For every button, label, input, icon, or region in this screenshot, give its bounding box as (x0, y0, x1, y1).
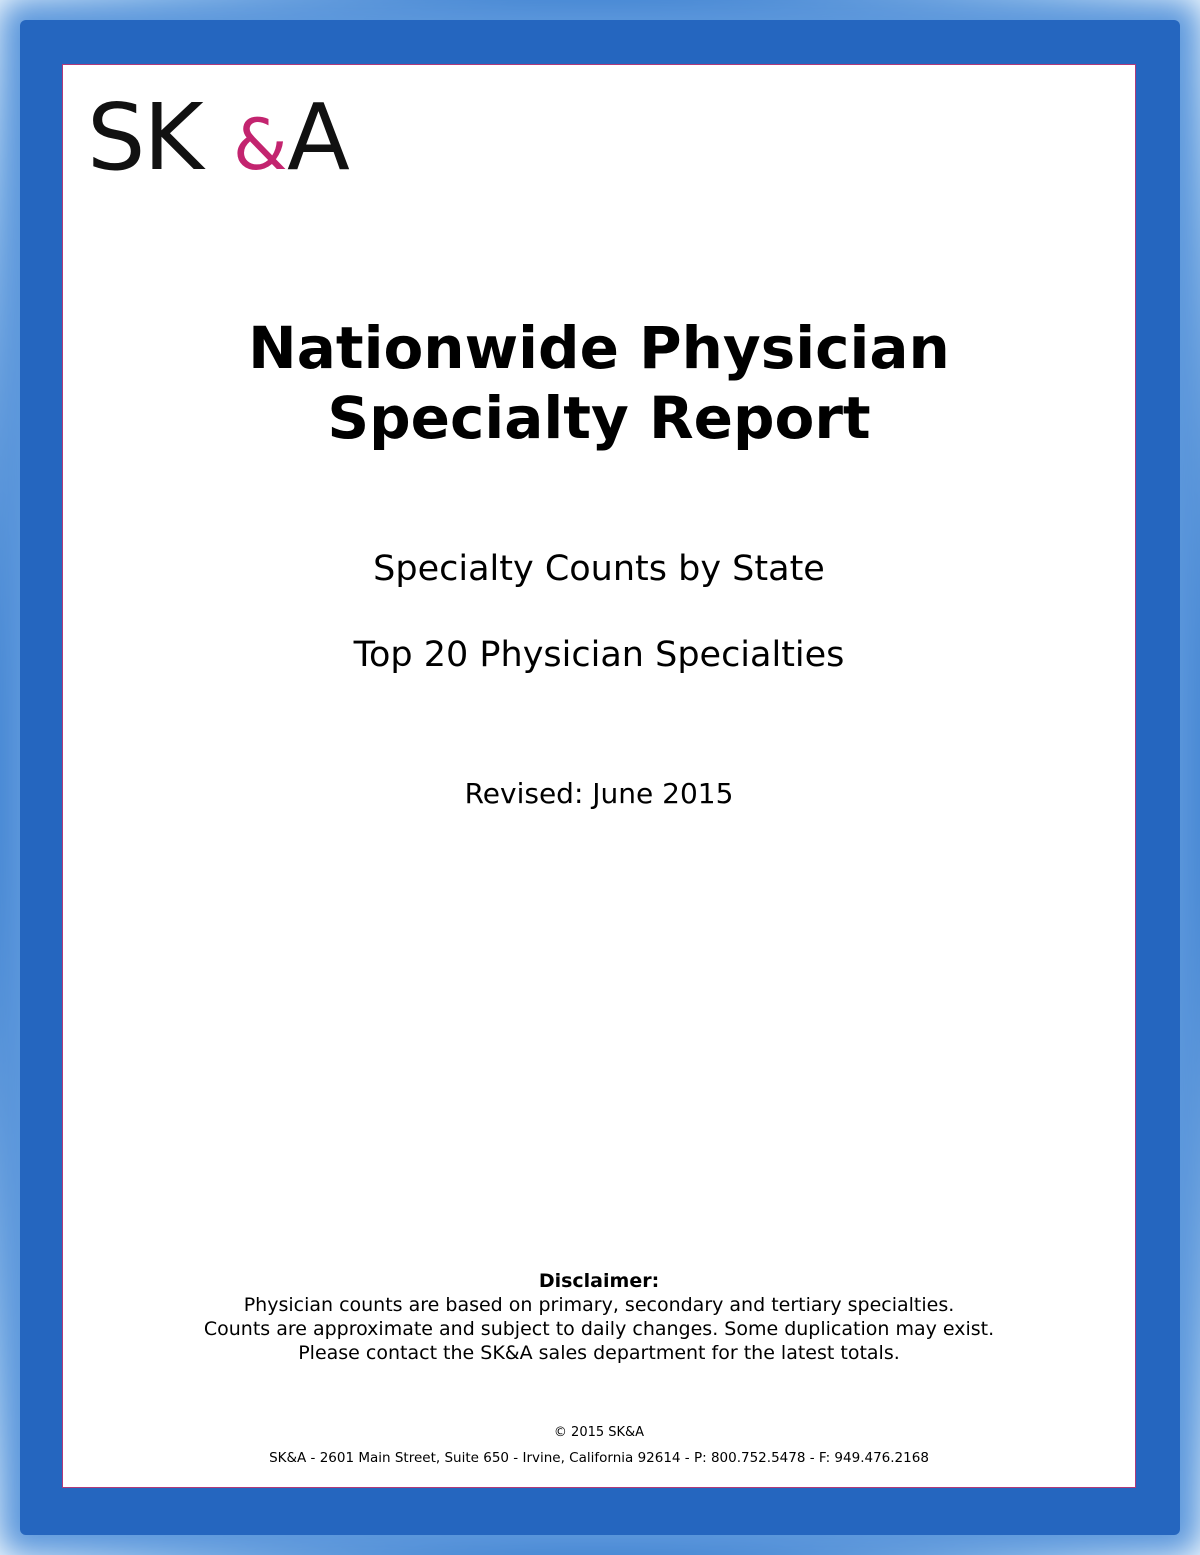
document-page (62, 64, 1136, 1488)
disclaimer-line-2: Counts are approximate and subject to daily changes. Some duplication may exist. (203, 1318, 995, 1340)
title-line-1: Nationwide Physician (248, 314, 950, 382)
disclaimer-line-1: Physician counts are based on primary, secondary and tertiary specialties. (243, 1294, 955, 1316)
subtitle-specialty-counts: Specialty Counts by State (373, 549, 825, 589)
disclaimer-heading: Disclaimer: (538, 1270, 660, 1292)
disclaimer-line-3: Please contact the SK&A sales department for the latest totals. (298, 1342, 900, 1364)
logo-text-sk: SK (87, 89, 202, 179)
ska-logo (87, 89, 387, 179)
logo-text-amp: & (233, 104, 286, 179)
copyright-notice: © 2015 SK&A (553, 1425, 645, 1440)
page-title (63, 313, 1135, 453)
subtitle-top-specialties: Top 20 Physician Specialties (353, 635, 845, 675)
company-address: SK&A - 2601 Main Street, Suite 650 - Irvine, California 92614 - P: 800.752.5478 - F: 949.476.2168 (269, 1450, 929, 1466)
logo-text-a: A (287, 89, 348, 179)
revised-date: Revised: June 2015 (464, 777, 734, 810)
disclaimer (63, 1269, 1135, 1365)
title-line-2: Specialty Report (327, 384, 871, 452)
